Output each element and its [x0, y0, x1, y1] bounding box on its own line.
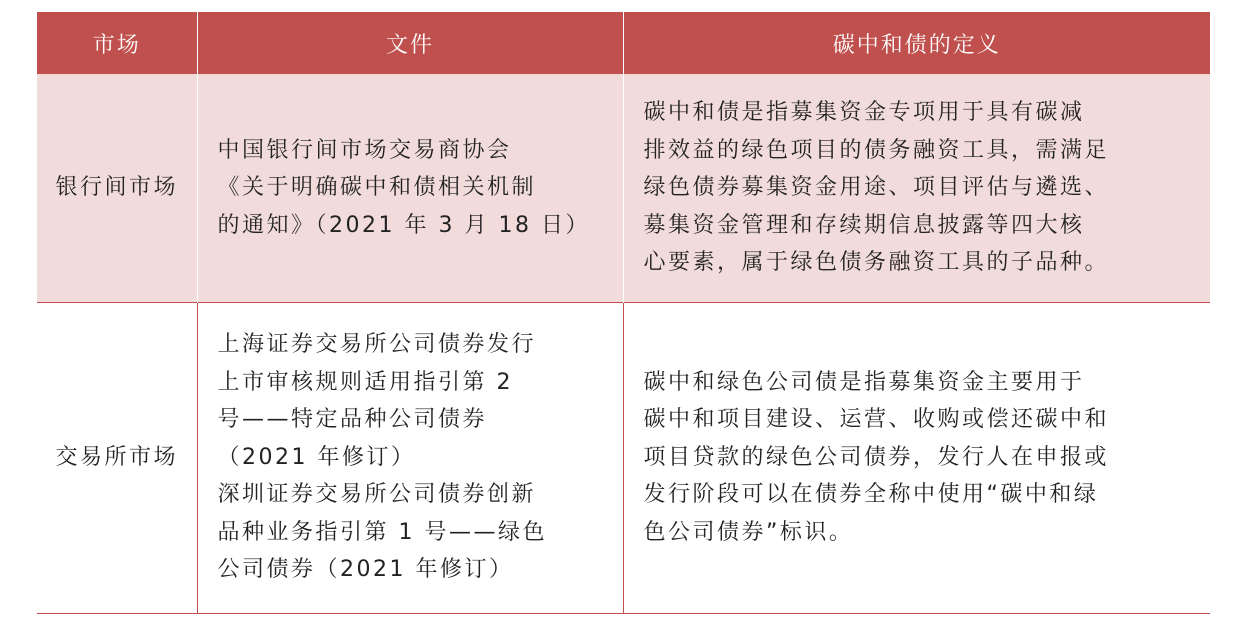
- definition-line: 碳中和项目建设、运营、收购或偿还碳中和: [643, 407, 1110, 433]
- carbon-neutral-bond-table: [37, 12, 1210, 614]
- header-row: [37, 12, 1210, 74]
- market-cell: 交易所市场: [37, 302, 197, 613]
- document-line: 《关于明确碳中和债相关机制: [217, 175, 537, 200]
- document-line: 品种业务指引第 1 号——绿色: [217, 519, 547, 545]
- definition-line: 绿色债券募集资金用途、项目评估与遴选、: [643, 175, 1110, 200]
- table-row: [37, 302, 1210, 613]
- header-document: 文件: [197, 12, 623, 74]
- document-cell: [197, 74, 623, 302]
- definition-line: 发行阶段可以在债券全称中使用“碳中和绿: [643, 482, 1099, 508]
- definition-line: 项目贷款的绿色公司债券，发行人在申报或: [643, 444, 1110, 470]
- document-line: 深圳证券交易所公司债券创新: [217, 482, 537, 508]
- table-row: [37, 74, 1210, 302]
- definition-line: 募集资金管理和存续期信息披露等四大核: [643, 212, 1085, 238]
- market-cell: 银行间市场: [37, 74, 197, 302]
- definition-line: 色公司债券”标识。: [643, 519, 854, 545]
- document-line: 号——特定品种公司债券: [217, 407, 488, 433]
- document-line: （2021 年修订）: [217, 444, 416, 470]
- table-header: [37, 12, 1210, 74]
- table-body: [37, 74, 1210, 613]
- document-line: 的通知》（2021 年 3 月 18 日）: [217, 212, 590, 238]
- document-line: 中国银行间市场交易商协会: [217, 137, 512, 163]
- header-market: 市场: [37, 12, 197, 74]
- document-cell: [197, 302, 623, 613]
- document-line: 上海证券交易所公司债券发行: [217, 332, 537, 358]
- document-line: 公司债券（2021 年修订）: [217, 557, 514, 583]
- definition-cell: [623, 302, 1210, 613]
- definition-line: 碳中和债是指募集资金专项用于具有碳减: [643, 100, 1085, 125]
- document-line: 上市审核规则适用指引第 2: [217, 369, 513, 395]
- definition-cell: [623, 74, 1210, 302]
- definition-line: 碳中和绿色公司债是指募集资金主要用于: [643, 369, 1085, 395]
- definition-line: 排效益的绿色项目的债务融资工具，需满足: [643, 137, 1110, 163]
- definition-line: 心要素，属于绿色债务融资工具的子品种。: [643, 250, 1110, 275]
- header-definition: 碳中和债的定义: [623, 12, 1210, 74]
